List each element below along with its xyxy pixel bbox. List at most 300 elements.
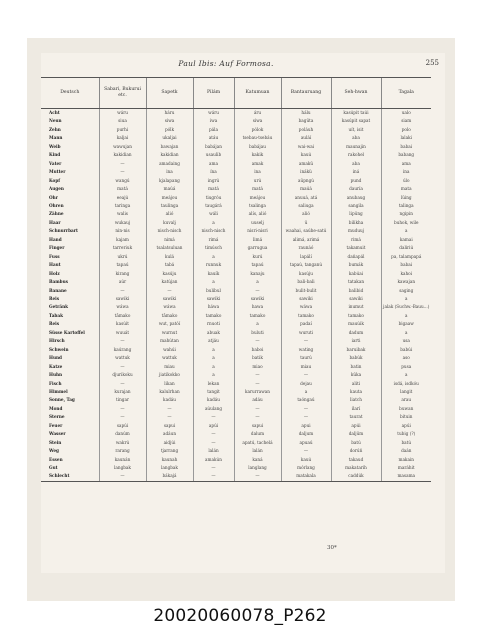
- translation-cell: miau: [281, 363, 331, 371]
- column-header: Seh-hwan: [331, 78, 381, 109]
- translation-cell: makatarih: [331, 464, 381, 472]
- translation-cell: isdá, isdkóu: [381, 380, 431, 388]
- german-word-cell: Mann: [49, 135, 63, 141]
- translation-cell: tāmako: [99, 312, 146, 320]
- translation-cell: pólok: [234, 126, 281, 134]
- table-row: [41, 320, 431, 328]
- translation-cell: masama: [381, 472, 431, 481]
- translation-cell: langit: [381, 388, 431, 396]
- translation-cell: uít, isit: [331, 126, 381, 134]
- german-word-cell: Himmel: [49, 388, 68, 394]
- translation-cell: —: [193, 413, 234, 421]
- translation-cell: matá: [234, 185, 281, 193]
- translation-cell: aliti: [331, 380, 381, 388]
- translation-cell: abuak: [193, 329, 234, 337]
- translation-cell: sapui: [146, 422, 193, 430]
- translation-cell: aba: [331, 160, 381, 168]
- translation-cell: djurikoku: [99, 371, 146, 379]
- translation-cell: babájau: [234, 143, 281, 151]
- german-word-cell: Neun: [49, 118, 62, 124]
- table-row: [41, 134, 431, 142]
- translation-cell: miau: [146, 363, 193, 371]
- translation-cell: danúm: [99, 430, 146, 438]
- translation-cell: wáwa: [146, 303, 193, 311]
- translation-cell: jalak (Suchw.-Bauu...): [381, 303, 431, 311]
- translation-cell: pund: [331, 177, 381, 185]
- translation-cell: anubaug: [331, 194, 381, 202]
- translation-cell: —: [99, 413, 146, 421]
- translation-cell: kakidian: [99, 151, 146, 159]
- translation-cell: bilikha: [331, 219, 381, 227]
- translation-cell: meájou: [234, 194, 281, 202]
- translation-cell: —: [234, 472, 281, 481]
- translation-cell: aso: [381, 354, 431, 362]
- translation-cell: wut, patóí: [146, 320, 193, 328]
- translation-cell: buhok, wile: [381, 219, 431, 227]
- translation-cell: wáwa: [281, 303, 331, 311]
- translation-cell: buluti: [234, 329, 281, 337]
- translation-cell: siwa: [234, 117, 281, 125]
- german-word-cell: Acht: [49, 110, 60, 115]
- translation-cell: a: [381, 295, 431, 303]
- german-word-cell: Tabak: [49, 312, 63, 318]
- translation-cell: ina: [234, 168, 281, 176]
- translation-cell: wáwa: [99, 303, 146, 311]
- translation-cell: tabá: [146, 261, 193, 269]
- translation-cell: anuuá, atá: [281, 194, 331, 202]
- translation-cell: matá: [99, 185, 146, 193]
- translation-cell: wurnut: [146, 329, 193, 337]
- german-word-cell: Haar: [49, 219, 61, 225]
- translation-cell: maunajin: [331, 143, 381, 151]
- translation-cell: babájan: [193, 143, 234, 151]
- translation-cell: walis: [99, 210, 146, 218]
- translation-cell: langbak: [99, 464, 146, 472]
- german-word-cell: Hund: [49, 355, 62, 361]
- table-row: [41, 430, 431, 438]
- translation-cell: a: [381, 329, 431, 337]
- german-word-cell: Augen: [49, 186, 64, 192]
- translation-cell: daliriú: [381, 244, 431, 252]
- translation-cell: alió: [281, 210, 331, 218]
- german-word-cell: Huhn: [49, 372, 63, 378]
- translation-cell: tatakan: [331, 278, 381, 286]
- translation-cell: takamuit: [331, 244, 381, 252]
- translation-cell: amakún: [193, 456, 234, 464]
- table-row: [41, 270, 431, 278]
- translation-cell: liatch: [331, 396, 381, 404]
- translation-cell: alió: [146, 210, 193, 218]
- german-word-cell: Kind: [49, 152, 61, 158]
- translation-cell: balibid: [331, 287, 381, 295]
- table-row: [41, 371, 431, 379]
- translation-cell: a: [381, 227, 431, 235]
- translation-cell: lalán: [234, 447, 281, 455]
- column-header: Sapetk: [146, 78, 193, 109]
- translation-cell: tjarrang: [146, 447, 193, 455]
- translation-cell: maúá: [281, 185, 331, 193]
- translation-cell: ina: [146, 168, 193, 176]
- translation-cell: pusa: [381, 363, 431, 371]
- translation-cell: kaunah: [146, 456, 193, 464]
- translation-cell: kasúpit taúi: [331, 109, 381, 118]
- translation-cell: wai-wai: [281, 143, 331, 151]
- translation-cell: rimá: [193, 236, 234, 244]
- translation-cell: —: [193, 464, 234, 472]
- translation-cell: a: [234, 278, 281, 286]
- translation-cell: takaud: [331, 456, 381, 464]
- table-header-row: [41, 78, 431, 109]
- translation-cell: alís, alió: [234, 210, 281, 218]
- translation-cell: bawajan: [146, 143, 193, 151]
- translation-cell: áru: [234, 109, 281, 118]
- translation-cell: wakrú: [99, 439, 146, 447]
- table-row: [41, 236, 431, 244]
- translation-cell: —: [99, 160, 146, 168]
- translation-cell: timúsch: [193, 244, 234, 252]
- translation-cell: aba: [331, 134, 381, 142]
- translation-cell: rnuoti: [193, 320, 234, 328]
- german-word-cell: Schwein: [49, 346, 69, 352]
- translation-cell: ína: [193, 168, 234, 176]
- translation-cell: kadáu: [193, 396, 234, 404]
- translation-cell: —: [234, 371, 281, 379]
- translation-cell: —: [99, 472, 146, 481]
- translation-cell: kauík: [193, 270, 234, 278]
- translation-cell: nin-nis: [99, 227, 146, 235]
- german-word-cell: Ohr: [49, 194, 58, 200]
- table-row: [41, 380, 431, 388]
- translation-cell: tsebau-tsebáu: [234, 134, 281, 142]
- vocabulary-table: [41, 77, 431, 482]
- table-row: [41, 312, 431, 320]
- translation-cell: apúi: [381, 422, 431, 430]
- translation-cell: baboi: [234, 346, 281, 354]
- german-word-cell: Feuer: [49, 422, 63, 428]
- german-word-cell: Kopf: [49, 177, 61, 183]
- translation-cell: babai: [381, 261, 431, 269]
- translation-cell: raunáó: [281, 244, 331, 252]
- table-row: [41, 219, 431, 227]
- table-row: [41, 227, 431, 235]
- translation-cell: lekan: [193, 380, 234, 388]
- column-header: Deutsch: [41, 78, 99, 109]
- translation-cell: atjáu: [193, 337, 234, 345]
- column-header: Tagala: [381, 78, 431, 109]
- translation-cell: tsalinga: [234, 202, 281, 210]
- translation-cell: —: [193, 439, 234, 447]
- german-word-cell: Weib: [49, 143, 61, 149]
- translation-cell: lalán: [193, 447, 234, 455]
- translation-cell: a: [193, 253, 234, 261]
- translation-cell: nisch-nisch: [146, 227, 193, 235]
- table-row: [41, 278, 431, 286]
- table-row: [41, 151, 431, 159]
- table-row: [41, 177, 431, 185]
- translation-cell: siwa: [146, 117, 193, 125]
- translation-cell: alimá, arimá: [281, 236, 331, 244]
- table-row: [41, 388, 431, 396]
- translation-cell: katújan: [146, 278, 193, 286]
- translation-cell: —: [281, 371, 331, 379]
- translation-cell: purhi: [99, 126, 146, 134]
- table-row: [41, 329, 431, 337]
- translation-cell: sawiki: [193, 295, 234, 303]
- translation-cell: wáru: [99, 109, 146, 118]
- translation-cell: babúk: [331, 354, 381, 362]
- translation-cell: aidjúi: [146, 439, 193, 447]
- table-row: [41, 354, 431, 362]
- translation-cell: inumut: [331, 303, 381, 311]
- translation-cell: kasúpit sapat: [331, 117, 381, 125]
- translation-cell: pa, talampapá: [381, 253, 431, 261]
- translation-cell: taurat: [331, 413, 381, 421]
- translation-cell: sawiki: [234, 295, 281, 303]
- translation-cell: limá: [234, 236, 281, 244]
- german-word-cell: Weg: [49, 448, 59, 454]
- translation-cell: bulibul: [193, 287, 234, 295]
- translation-cell: —: [234, 405, 281, 413]
- translation-cell: —: [234, 337, 281, 345]
- translation-cell: kjalapang: [146, 177, 193, 185]
- german-word-cell: Vater: [49, 160, 62, 166]
- translation-cell: kaúrang: [99, 346, 146, 354]
- table-row: [41, 363, 431, 371]
- translation-cell: sapúi: [99, 422, 146, 430]
- translation-cell: apúi: [331, 422, 381, 430]
- translation-cell: aúr: [99, 278, 146, 286]
- translation-cell: uuselj: [234, 219, 281, 227]
- translation-cell: kanaju: [234, 270, 281, 278]
- translation-cell: buwan: [381, 405, 431, 413]
- table-row: [41, 185, 431, 193]
- signature-mark: 30*: [327, 545, 337, 551]
- table-row: [41, 253, 431, 261]
- translation-cell: adáun: [146, 430, 193, 438]
- german-word-cell: Holz: [49, 270, 60, 276]
- translation-cell: sapui: [234, 422, 281, 430]
- translation-cell: wattuk: [99, 354, 146, 362]
- translation-cell: saliuga: [281, 202, 331, 210]
- translation-cell: ama: [193, 160, 234, 168]
- translation-cell: ü: [281, 219, 331, 227]
- column-header: Katumuan: [234, 78, 281, 109]
- translation-cell: úlo: [381, 177, 431, 185]
- german-word-cell: Zähne: [49, 211, 64, 217]
- translation-cell: taugárá: [193, 202, 234, 210]
- german-word-cell: Fisch: [49, 380, 62, 386]
- german-word-cell: Katze: [49, 363, 63, 369]
- table-row: [41, 303, 431, 311]
- german-word-cell: Banane: [49, 287, 67, 293]
- german-word-cell: Schlecht: [41, 472, 99, 481]
- translation-cell: tingar: [99, 396, 146, 404]
- table-row: [41, 261, 431, 269]
- translation-cell: hálu: [281, 109, 331, 118]
- german-word-cell: Finger: [49, 245, 65, 251]
- translation-cell: —: [99, 405, 146, 413]
- table-row: [41, 160, 431, 168]
- translation-cell: —: [234, 287, 281, 295]
- translation-cell: wangú: [99, 177, 146, 185]
- translation-cell: kulá: [146, 253, 193, 261]
- translation-cell: háru: [146, 109, 193, 118]
- translation-cell: matakala: [281, 472, 331, 481]
- translation-cell: —: [193, 472, 234, 481]
- table-row: [41, 295, 431, 303]
- translation-cell: wating: [281, 346, 331, 354]
- translation-cell: kajam: [99, 236, 146, 244]
- translation-cell: meájou: [146, 194, 193, 202]
- translation-cell: wuruti: [281, 329, 331, 337]
- german-word-cell: Ohren: [49, 202, 64, 208]
- table-row: [41, 413, 431, 421]
- translation-cell: sawiki: [331, 295, 381, 303]
- translation-cell: kabúai: [331, 270, 381, 278]
- translation-cell: rimá: [331, 236, 381, 244]
- translation-cell: caddúk: [331, 472, 381, 481]
- translation-cell: inákü: [281, 168, 331, 176]
- translation-cell: usaulib: [193, 151, 234, 159]
- translation-cell: karurrawan: [234, 388, 281, 396]
- german-word-cell: Essen: [49, 456, 63, 462]
- translation-cell: padaí: [281, 320, 331, 328]
- translation-cell: lapálí: [281, 253, 331, 261]
- column-header: Bantauruang: [281, 78, 331, 109]
- table-row: [41, 117, 431, 125]
- translation-cell: a: [193, 371, 234, 379]
- translation-cell: siam: [381, 117, 431, 125]
- german-word-cell: Zehn: [49, 126, 61, 132]
- translation-cell: apuaú: [281, 439, 331, 447]
- translation-cell: wahúi: [146, 346, 193, 354]
- table-row: [41, 396, 431, 404]
- translation-cell: a: [193, 354, 234, 362]
- german-word-cell: Reis: [49, 321, 60, 327]
- german-word-cell: Getränk: [49, 304, 69, 310]
- table-row: [41, 210, 431, 218]
- translation-cell: apatú, tachelá: [234, 439, 281, 447]
- translation-cell: bákajá: [146, 472, 193, 481]
- translation-cell: talinga: [381, 202, 431, 210]
- translation-cell: iwa: [193, 117, 234, 125]
- translation-cell: ama: [381, 160, 431, 168]
- image-caption: 20020060078_P262: [153, 606, 327, 626]
- translation-cell: nisri-nisri: [234, 227, 281, 235]
- table-row: [41, 346, 431, 354]
- table-row: [41, 194, 431, 202]
- translation-cell: ukaljai: [146, 134, 193, 142]
- translation-cell: kakidian: [146, 151, 193, 159]
- translation-cell: kasúju: [281, 270, 331, 278]
- translation-cell: miao: [234, 363, 281, 371]
- translation-cell: wawujan: [99, 143, 146, 151]
- translation-cell: a: [193, 363, 234, 371]
- translation-cell: tapaú, tanganú: [281, 261, 331, 269]
- translation-cell: adáu: [234, 396, 281, 404]
- column-header: Pilám: [193, 78, 234, 109]
- translation-cell: jiatikokko: [146, 371, 193, 379]
- table-body: [41, 109, 431, 482]
- table-row: [41, 126, 431, 134]
- translation-cell: tapaú: [234, 261, 281, 269]
- translation-cell: atáu: [193, 134, 234, 142]
- translation-cell: —: [281, 447, 331, 455]
- german-word-cell: Gut: [49, 465, 58, 471]
- translation-cell: wáli: [193, 210, 234, 218]
- translation-cell: apúi: [193, 422, 234, 430]
- translation-cell: babai: [381, 143, 431, 151]
- translation-cell: kakik: [234, 151, 281, 159]
- table-row: [41, 109, 431, 118]
- translation-cell: dañapál: [331, 253, 381, 261]
- translation-cell: usa: [381, 337, 431, 345]
- table-row: [41, 287, 431, 295]
- translation-cell: sangila: [331, 202, 381, 210]
- translation-cell: aúulang: [193, 405, 234, 413]
- translation-cell: bali-bali: [281, 278, 331, 286]
- translation-cell: ingrú: [193, 177, 234, 185]
- german-word-cell: Stein: [49, 439, 62, 445]
- translation-cell: —: [281, 413, 331, 421]
- translation-cell: eeajú: [99, 194, 146, 202]
- translation-cell: kalulrhan: [146, 388, 193, 396]
- translation-cell: kauú: [281, 456, 331, 464]
- translation-cell: küka: [331, 371, 381, 379]
- translation-cell: dalum: [234, 430, 281, 438]
- translation-cell: kauta: [331, 388, 381, 396]
- table-row: [41, 464, 431, 472]
- translation-cell: tapaú: [99, 261, 146, 269]
- translation-cell: kaljai: [99, 134, 146, 142]
- german-word-cell: Sterne: [49, 414, 65, 420]
- running-head: Paul Ibis: Auf Formosa.: [178, 59, 274, 68]
- translation-cell: dadum: [331, 329, 381, 337]
- translation-cell: háwa: [193, 303, 234, 311]
- german-word-cell: Fuss: [49, 253, 60, 259]
- translation-cell: pála: [193, 126, 234, 134]
- german-word-cell: Hirsch: [49, 338, 65, 344]
- translation-cell: muduuj: [331, 227, 381, 235]
- german-word-cell: Reis: [49, 295, 60, 301]
- translation-cell: a: [193, 219, 234, 227]
- translation-cell: a: [381, 371, 431, 379]
- translation-cell: wuuát: [99, 329, 146, 337]
- translation-cell: tamako: [331, 312, 381, 320]
- translation-cell: a: [234, 320, 281, 328]
- translation-cell: dauría: [331, 185, 381, 193]
- table-row: [41, 422, 431, 430]
- german-word-cell: Bambus: [49, 279, 69, 285]
- translation-cell: iná: [331, 168, 381, 176]
- translation-cell: babang: [381, 151, 431, 159]
- translation-cell: bagüta: [281, 117, 331, 125]
- translation-cell: batin: [331, 363, 381, 371]
- translation-cell: hawa: [234, 303, 281, 311]
- translation-cell: bigaaw: [381, 320, 431, 328]
- translation-cell: sawiki: [281, 295, 331, 303]
- translation-cell: ina: [381, 168, 431, 176]
- translation-cell: likan: [146, 380, 193, 388]
- translation-cell: maráhit: [381, 464, 431, 472]
- translation-cell: —: [99, 337, 146, 345]
- translation-cell: batú: [331, 439, 381, 447]
- translation-cell: taóngaú: [281, 396, 331, 404]
- translation-cell: kurú: [234, 253, 281, 261]
- translation-cell: makain: [381, 456, 431, 464]
- translation-cell: matá: [193, 185, 234, 193]
- translation-cell: lalaki: [381, 134, 431, 142]
